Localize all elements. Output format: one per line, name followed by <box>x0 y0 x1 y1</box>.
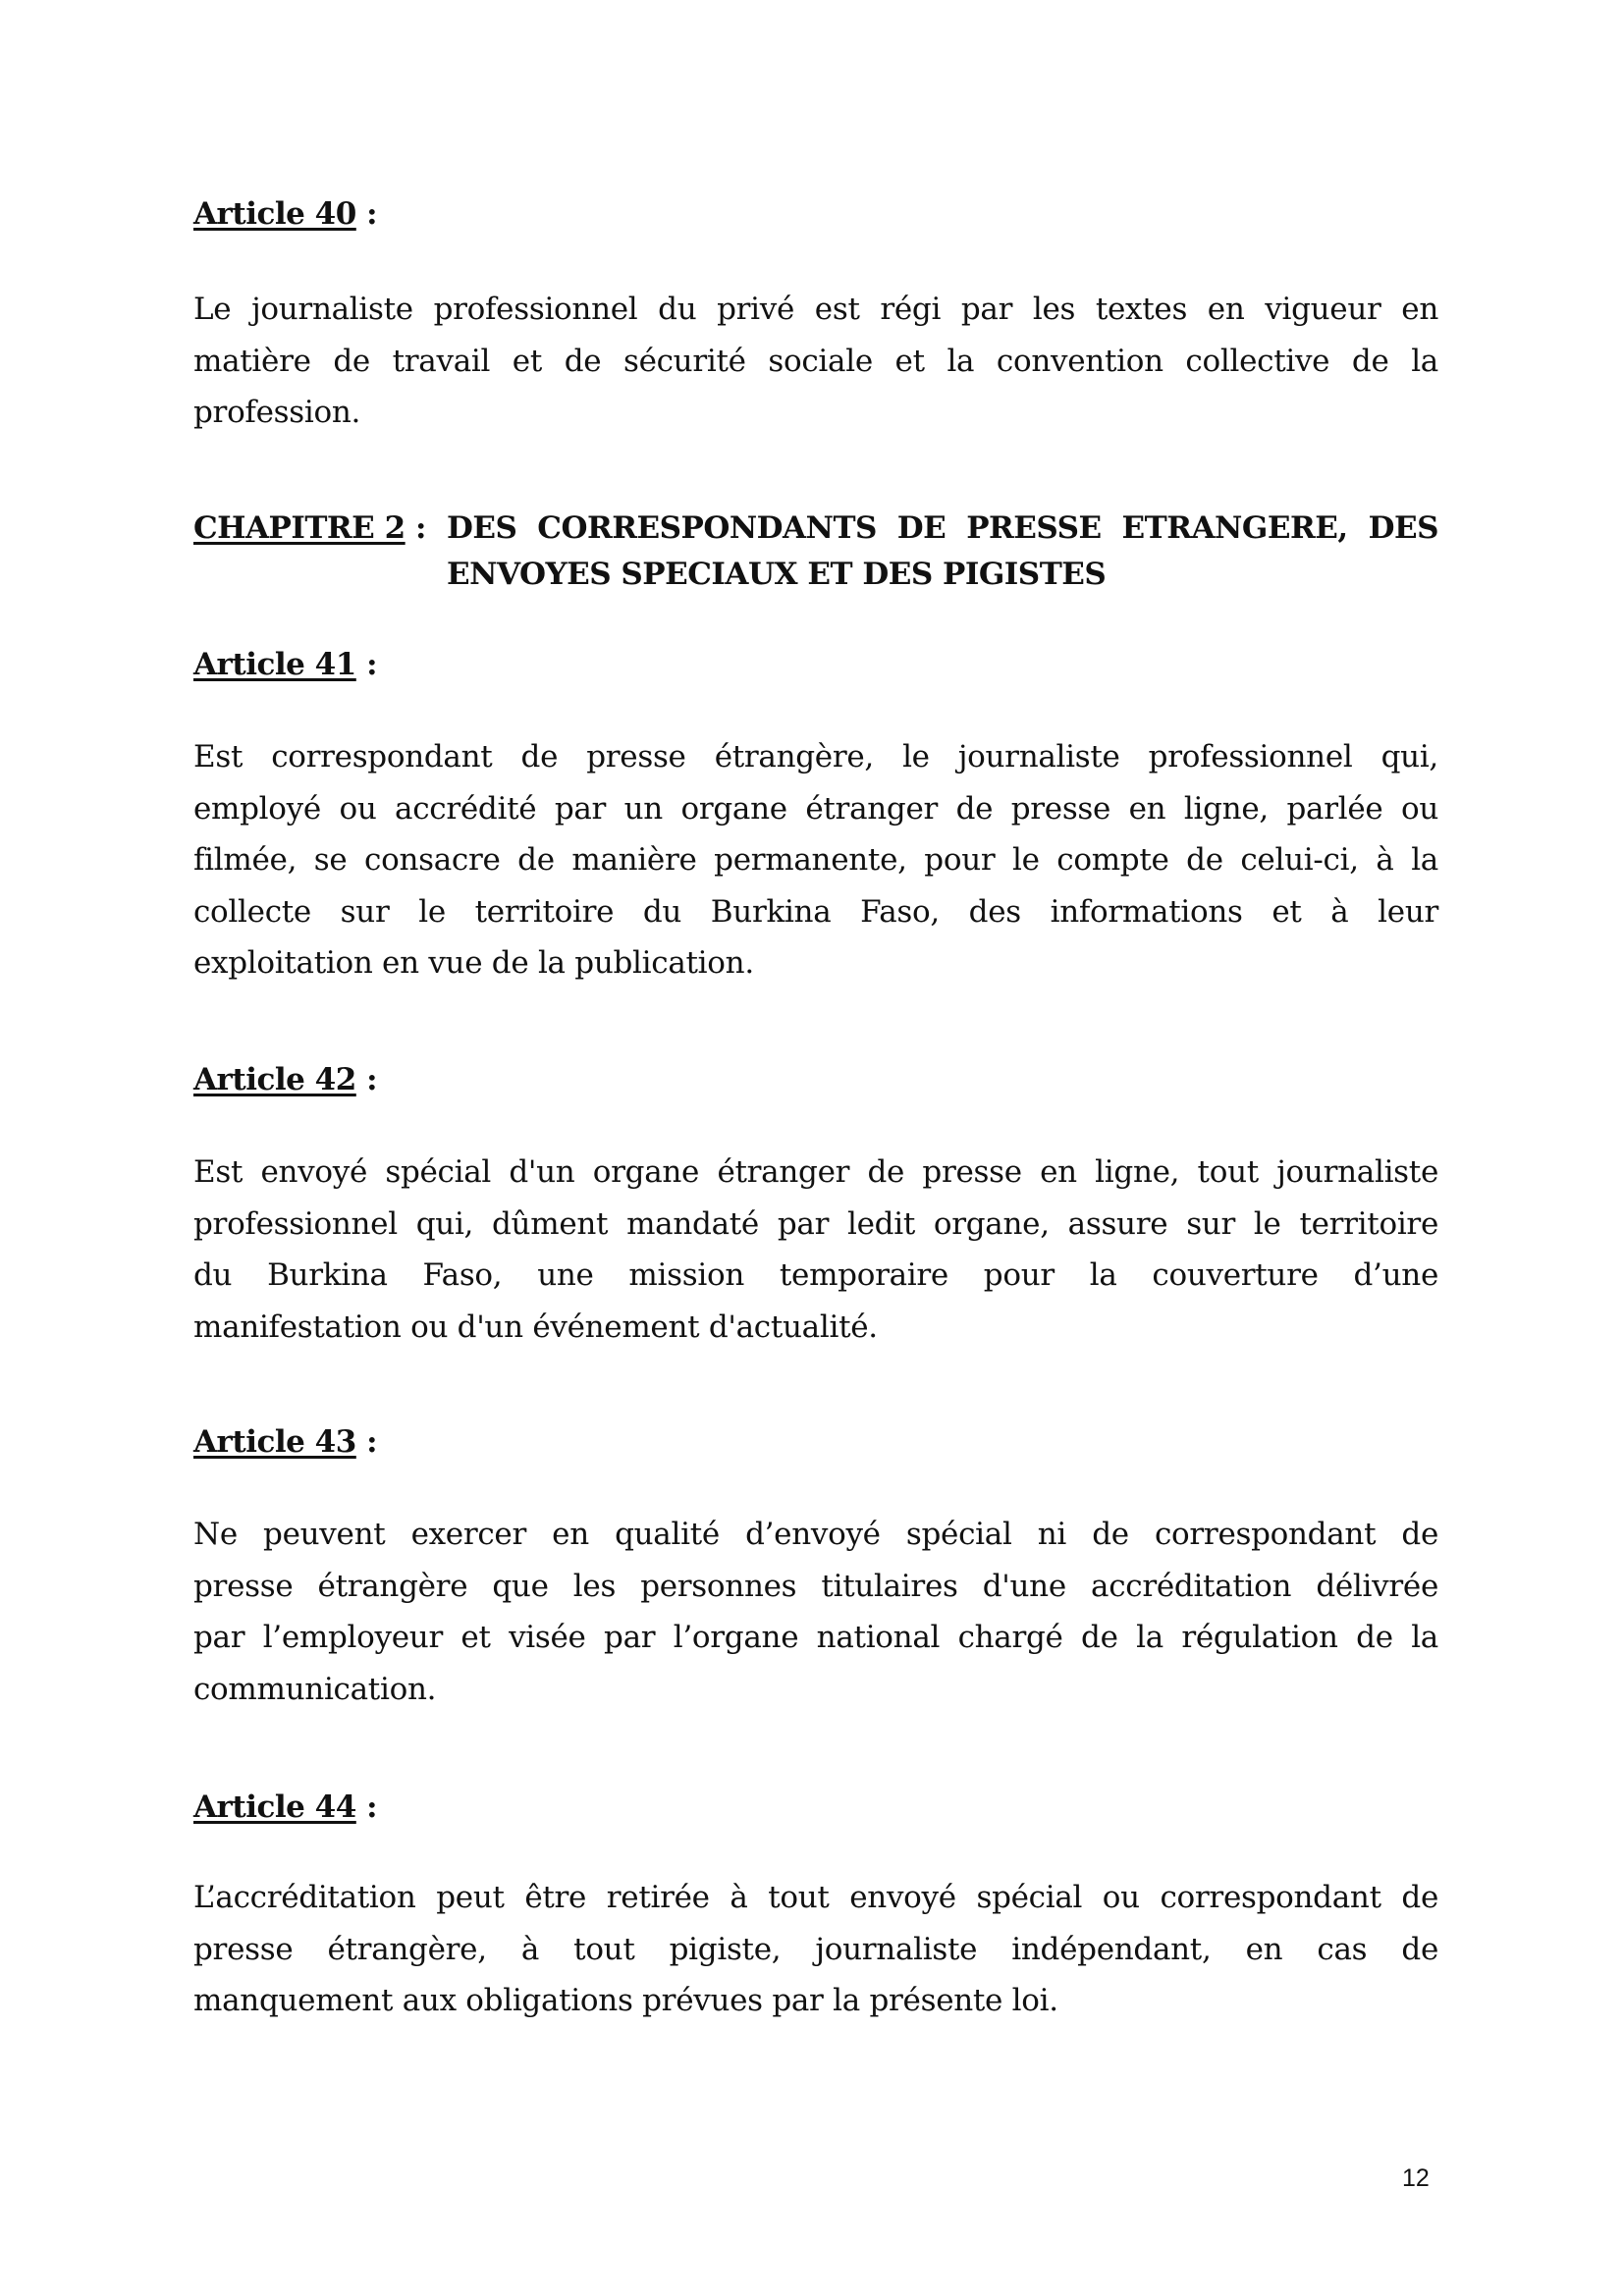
article-43-line: par l’employeur et visée par l’organe national chargé de la régulation de la <box>193 1620 1438 1655</box>
article-41-line: exploitation en vue de la publication. <box>193 945 754 981</box>
article-41-line: filmée, se consacre de manière permanente, pour le compte de celui-ci, à la <box>193 842 1438 878</box>
chapter-title <box>447 506 1438 598</box>
article-44-colon: : <box>355 1789 378 1825</box>
article-42-colon: : <box>355 1062 378 1097</box>
article-42-line: du Burkina Faso, une mission temporaire pour la couverture d’une <box>193 1257 1438 1293</box>
article-41-line: Est correspondant de presse étrangère, le journaliste professionnel qui, <box>193 739 1438 774</box>
article-41-label: Article 41 <box>193 647 356 682</box>
article-44-line: L’accréditation peut être retirée à tout envoyé spécial ou correspondant de <box>193 1880 1438 1915</box>
article-44-line: presse étrangère, à tout pigiste, journaliste indépendant, en cas de <box>193 1931 1438 1967</box>
article-43-body <box>193 1509 1438 1715</box>
article-44-body <box>193 1872 1438 2027</box>
article-44-heading <box>193 1788 377 1827</box>
article-44-label: Article 44 <box>193 1789 356 1825</box>
page-number: 12 <box>1402 2164 1430 2192</box>
article-40-line: Le journaliste professionnel du privé est régi par les textes en vigueur en <box>193 292 1438 327</box>
article-42-line: Est envoyé spécial d'un organe étranger de presse en ligne, tout journaliste <box>193 1154 1438 1190</box>
article-40-colon: : <box>355 196 378 232</box>
article-42-line: manifestation ou d'un événement d'actualité. <box>193 1308 878 1345</box>
article-43-colon: : <box>355 1424 378 1460</box>
article-40-line: profession. <box>193 395 361 430</box>
article-41-heading <box>193 645 377 684</box>
article-41-line: employé ou accrédité par un organe étranger de presse en ligne, parlée ou <box>193 790 1438 827</box>
chapter-label <box>193 506 426 552</box>
article-41-colon: : <box>355 647 378 682</box>
article-42-heading <box>193 1060 377 1099</box>
article-40-heading <box>193 194 377 234</box>
article-41-body <box>193 731 1438 989</box>
article-40-label: Article 40 <box>193 196 356 232</box>
chapter-colon: : <box>405 510 426 546</box>
article-43-heading <box>193 1422 377 1462</box>
article-43-label: Article 43 <box>193 1424 356 1460</box>
article-42-line: professionnel qui, dûment mandaté par ledit organe, assure sur le territoire <box>193 1205 1438 1242</box>
article-44-line: manquement aux obligations prévues par la présente loi. <box>193 1983 1058 2018</box>
article-42-body <box>193 1147 1438 1353</box>
article-40-body <box>193 284 1438 439</box>
article-41-line: collecte sur le territoire du Burkina Faso, des informations et à leur <box>193 893 1438 930</box>
article-43-line: Ne peuvent exercer en qualité d’envoyé spécial ni de correspondant de <box>193 1517 1438 1552</box>
article-42-label: Article 42 <box>193 1062 356 1097</box>
article-40-line: matière de travail et de sécurité sociale et la convention collective de la <box>193 343 1438 379</box>
article-43-line: presse étrangère que les personnes titulaires d'une accréditation délivrée <box>193 1568 1438 1604</box>
article-43-line: communication. <box>193 1671 437 1707</box>
chapter-title-line: ENVOYES SPECIAUX ET DES PIGISTES <box>447 557 1107 592</box>
chapter-number: CHAPITRE 2 <box>193 510 406 546</box>
chapter-title-line: DES CORRESPONDANTS DE PRESSE ETRANGERE, DES <box>447 510 1438 546</box>
